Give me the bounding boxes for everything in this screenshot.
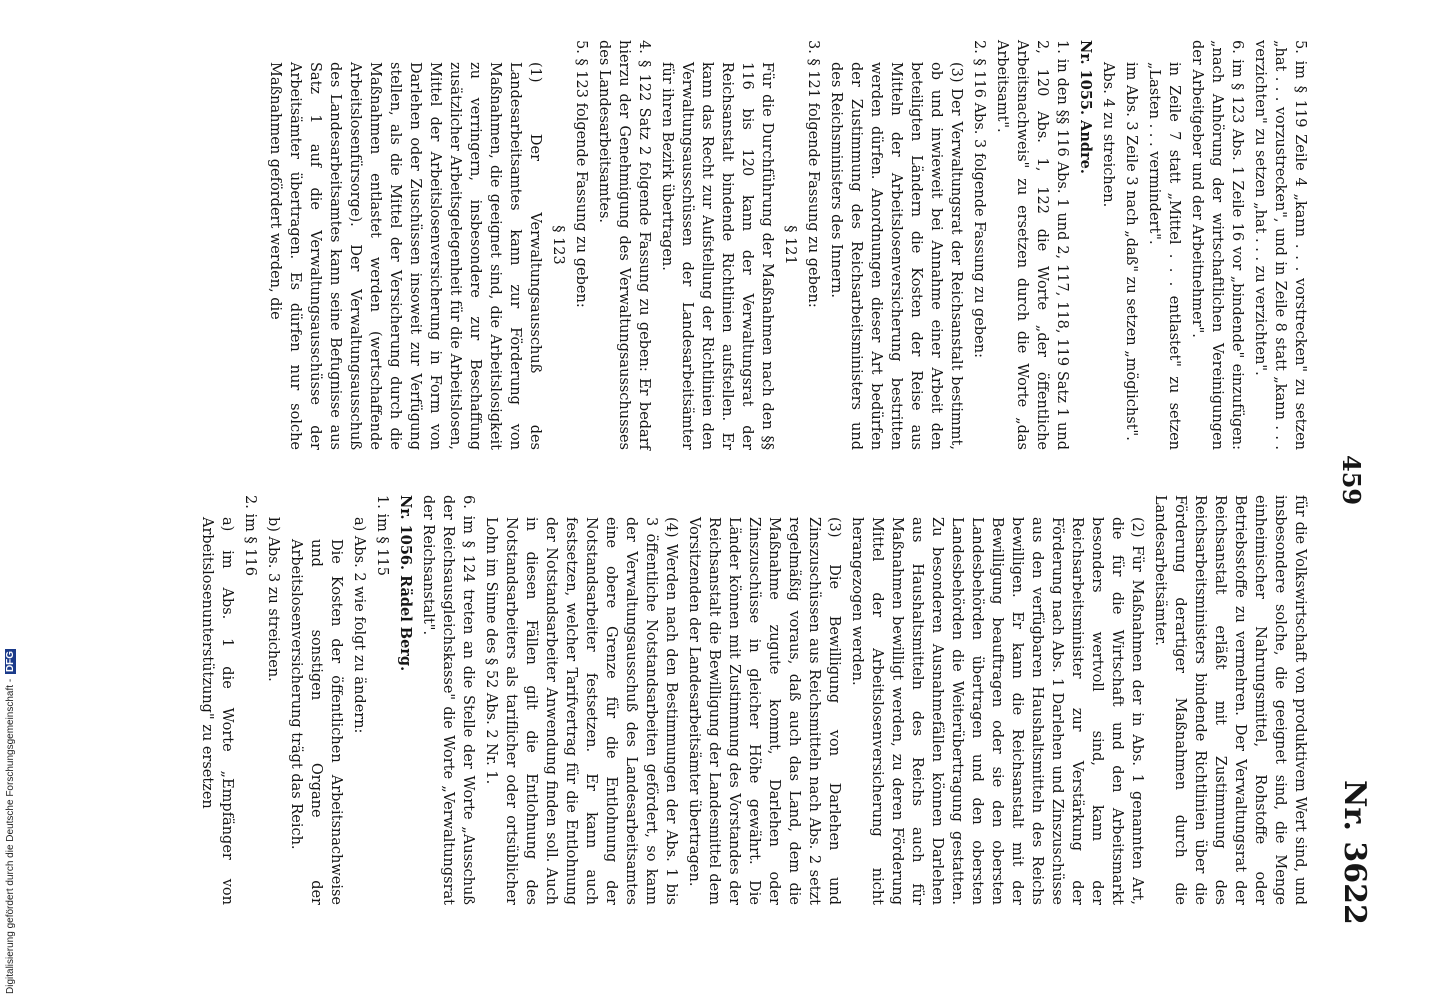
list-item: Abs. 4 zu streichen.	[1100, 62, 1116, 208]
paragraph-heading-123: § 123	[550, 225, 566, 265]
list-item: a) im Abs. 1 die Worte „Empfänger von Arbeitslosenunterstützung" zu ersetzen	[199, 517, 235, 905]
right-column	[194, 495, 1310, 905]
list-item: 3. § 121 folgende Fassung zu geben:	[805, 40, 821, 308]
list-item: in Zeile 7 statt „Mittel . . . entlastet" zu setzen „Lasten . . . vermindert".	[1146, 62, 1182, 450]
list-item: a) Abs. 2 wie folgt zu ändern:	[351, 517, 367, 734]
list-item: 1. im § 115	[374, 495, 390, 576]
rotated-page-content	[80, 40, 1380, 960]
list-item: 5. im § 119 Zeile 4 „kann . . . vorstrecken" zu setzen „hat . . . vorzustrecken", und in Zeile 8 statt „kann . . . verzichten" zu setzen „hat . . . zu verzichten".	[1252, 40, 1308, 450]
paragraph: Die Kosten der öffentlichen Arbeitsnachweise und sonstigen Organe der Arbeitslosenversicherung trägt das Reich.	[288, 539, 344, 905]
list-item: 6. im § 124 treten an die Stelle der Worte „Ausschuß der Reichsausgleichskasse" die Worte „Verwaltungsrat der Reichsanstalt".	[420, 495, 476, 905]
left-column	[262, 40, 1310, 450]
list-item: 2. § 116 Abs. 3 folgende Fassung zu geben:	[971, 40, 987, 358]
paragraph: (3) Die Bewilligung von Darlehen und Zinszuschüssen aus Reichsmitteln nach Abs. 2 setzt regelmäßig voraus, daß auch das Land, dem die Maßnahme zugute kommt, Darlehen oder Zinszuschüsse in gleicher Höhe gewährt. Die Länder können mit Zustimmung des Vorstandes der Reichsanstalt die Bewilligung der Landesmittel dem Vorsitzenden der Landesarbeitsämter übertragen.	[686, 517, 842, 905]
page-header	[1320, 40, 1380, 960]
page-number: 459	[1337, 455, 1366, 506]
paragraph: (1) Der Verwaltungsausschuß des Landesarbeitsamtes kann zur Förderung von Maßnahmen, die geeignet sind, die Arbeitslosigkeit zu verringern, insbesondere zur Beschaffung zusätzlicher Arbeitsgelegenheit für die Arbeitslosen, Mittel der Arbeitslosenversicherung in Form von Darlehen oder Zuschüssen insoweit zur Verfügung stellen, als die Mittel der Versicherung durch die Maßnahmen entlastet werden (wertschaffende Arbeitslosenfürsorge). Der Verwaltungsausschuß des Landesarbeitsamtes kann seine Befugnisse aus Satz 1 auf die Verwaltungsausschüsse der Arbeitsämter übertragen. Es dürfen nur solche Maßnahmen gefördert werden, die	[267, 62, 543, 450]
list-item: 1. in den §§ 116 Abs. 1 und 2, 117, 118, 119 Satz 1 und 2, 120 Abs. 1, 122 die Worte „der öffentliche Arbeitsnachweis" zu ersetzen durch die Worte „das Arbeitsamt".	[994, 40, 1070, 450]
list-item: 2. im § 116	[242, 495, 258, 576]
issue-number: Nr. 3622	[1337, 780, 1372, 925]
paragraph-heading-121: § 121	[782, 225, 798, 265]
list-item: b) Abs. 3 zu streichen.	[265, 517, 281, 682]
digitization-credit	[5, 649, 16, 994]
paragraph: Für die Durchführung der Maßnahmen nach den §§ 116 bis 120 kann der Verwaltungsrat der Reichsanstalt bindende Richtlinien aufstellen. Er kann das Recht zur Aufstellung der Richtlinien den Verwaltungsausschüssen der Landesarbeitsämter für ihren Bezirk übertragen.	[659, 62, 775, 450]
dfg-logo: DFG	[5, 650, 16, 673]
paragraph: (3) Der Verwaltungsrat der Reichsanstalt bestimmt, ob und inwieweit bei Annahme einer Arbeit den beteiligten Ländern die Kosten der Reise aus Mitteln der Arbeitslosenversicherung bestritten werden dürfen. Anordnungen dieser Art bedürfen der Zustimmung des Reichsarbeitsministers und des Reichsministers des Innern.	[828, 62, 964, 450]
credit-text: Digitalisierung gefördert durch die Deutsche Forschungsgemeinschaft -	[5, 678, 16, 994]
list-item: im Abs. 3 Zeile 3 nach „daß" zu setzen „möglichst".	[1123, 62, 1139, 441]
paragraph: (4) Werden nach den Bestimmungen der Abs. 1 bis 3 öffentliche Notstandsarbeiten gefördert, so kann der Verwaltungsausschuß des Landesarbeitsamtes eine obere Grenze für die Entlohnung der Notstandsarbeiter festsetzen. Er kann auch festsetzen, welcher Tarifvertrag für die Entlohnung der Notstandsarbeiter Anwendung finden soll. Auch in diesen Fällen gilt die Entlohnung des Notstandsarbeiters als tariflicher oder ortsüblicher Lohn im Sinne des § 52 Abs. 2 Nr. 1.	[483, 517, 679, 905]
list-item: 4. § 122 Satz 2 folgende Fassung zu geben: Er bedarf hierzu der Genehmigung des Verwaltungsausschusses des Landesarbeitsamtes.	[596, 40, 652, 450]
section-heading-1055: Nr. 1055. Andre.	[1077, 40, 1094, 174]
list-item: 6. im § 123 Abs. 1 Zeile 16 vor „bindende" einzufügen: „nach Anhörung der wirtschaftlichen Vereinigungen der Arbeitgeber und der Arbeitnehmer".	[1189, 40, 1245, 450]
paragraph: (2) Für Maßnahmen der in Abs. 1 genannten Art, die für die Wirtschaft und den Arbeitsmarkt besonders wertvoll sind, kann der Reichsarbeitsminister zur Verstärkung der Förderung nach Abs. 1 Darlehen und Zinszuschüsse aus den verfügbaren Haushaltsmitteln des Reichs bewilligen. Er kann die Reichsanstalt mit der Bewilligung beauftragen oder sie den obersten Landesbehörden übertragen und den obersten Landesbehörden die Weiterübertragung gestatten. Zu besonderen Ausnahmefällen können Darlehen aus Haushaltsmitteln des Reichs auch für Maßnahmen bewilligt werden, zu deren Förderung Mittel der Arbeitslosenversicherung nicht herangezogen werden.	[849, 517, 1145, 905]
list-item: 5. § 123 folgende Fassung zu geben:	[573, 40, 589, 308]
paragraph: für die Volkswirtschaft von produktivem Wert sind, und insbesondere solche, die geeignet sind, die Menge einheimischer Nahrungsmittel, Rohstoffe oder Betriebsstoffe zu vermehren. Der Verwaltungsrat der Reichsanstalt erläßt mit Zustimmung des Reichsarbeitsministers bindende Richtlinien über die Förderung derartiger Maßnahmen durch die Landesarbeitsämter.	[1152, 495, 1308, 905]
section-heading-1056: Nr. 1056. Rädel Berg.	[397, 495, 414, 672]
